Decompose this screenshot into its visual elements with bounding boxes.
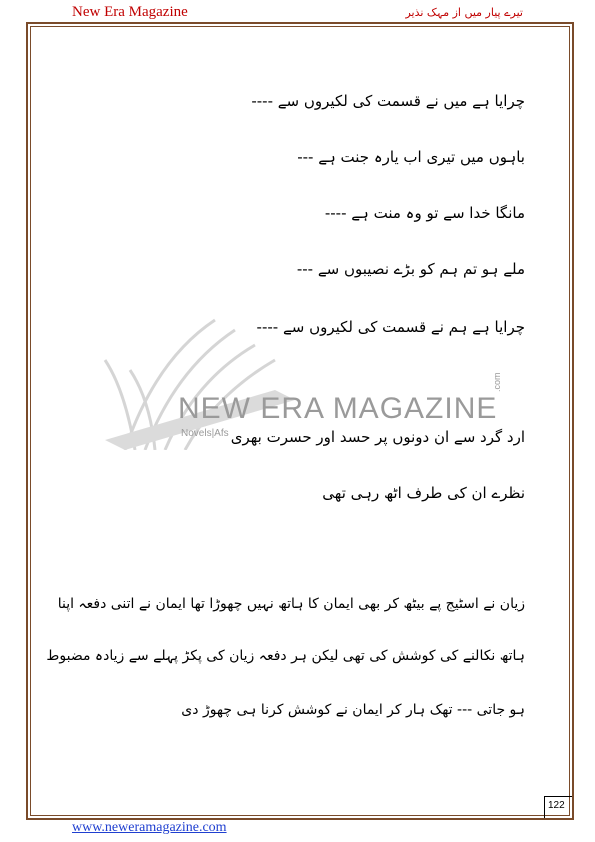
paragraph-line-2: ہاتھ نکالنے کی کوشش کی تھی لیکن ہر دفعہ زیان کی پکڑ پہلے سے زیادہ مضبوط [46,648,525,664]
poem-line-1: چرایا ہے میں نے قسمت کی لکیروں سے ---- [251,92,525,110]
paragraph-line-1: زیان نے اسٹیج پے بیٹھ کر بھی ایمان کا ہاتھ نہیں چھوڑا تھا ایمان نے اتنی دفعہ اپنا [57,596,525,612]
poem-line-2: باہوں میں تیری اب یارہ جنت ہے --- [297,148,525,166]
story-title: تیرے پیار میں از مہک نذیر [405,6,523,19]
watermark-subtitle: Novels|Afs [181,428,229,439]
poem-line-4: ملے ہو تم ہم کو بڑے نصیبوں سے --- [296,260,525,278]
narration-line-1: ارد گرد سے ان دونوں پر حسد اور حسرت بھری [230,428,525,446]
page-number: 122 [548,800,565,811]
paragraph-line-3: ہو جاتی --- تھک ہار کر ایمان نے کوشش کرنا ہی چھوڑ دی [181,702,525,718]
poem-line-3: مانگا خدا سے تو وہ منت ہے ---- [324,204,525,222]
poem-line-5: چرایا ہے ہم نے قسمت کی لکیروں سے ---- [256,318,525,336]
magazine-name: New Era Magazine [72,4,188,20]
watermark-title: NEW ERA MAGAZINE [178,392,498,425]
watermark-side-text: .com [492,372,502,392]
website-link[interactable]: www.neweramagazine.com [72,820,227,835]
narration-line-2: نظرے ان کی طرف اٹھ رہی تھی [322,484,525,502]
